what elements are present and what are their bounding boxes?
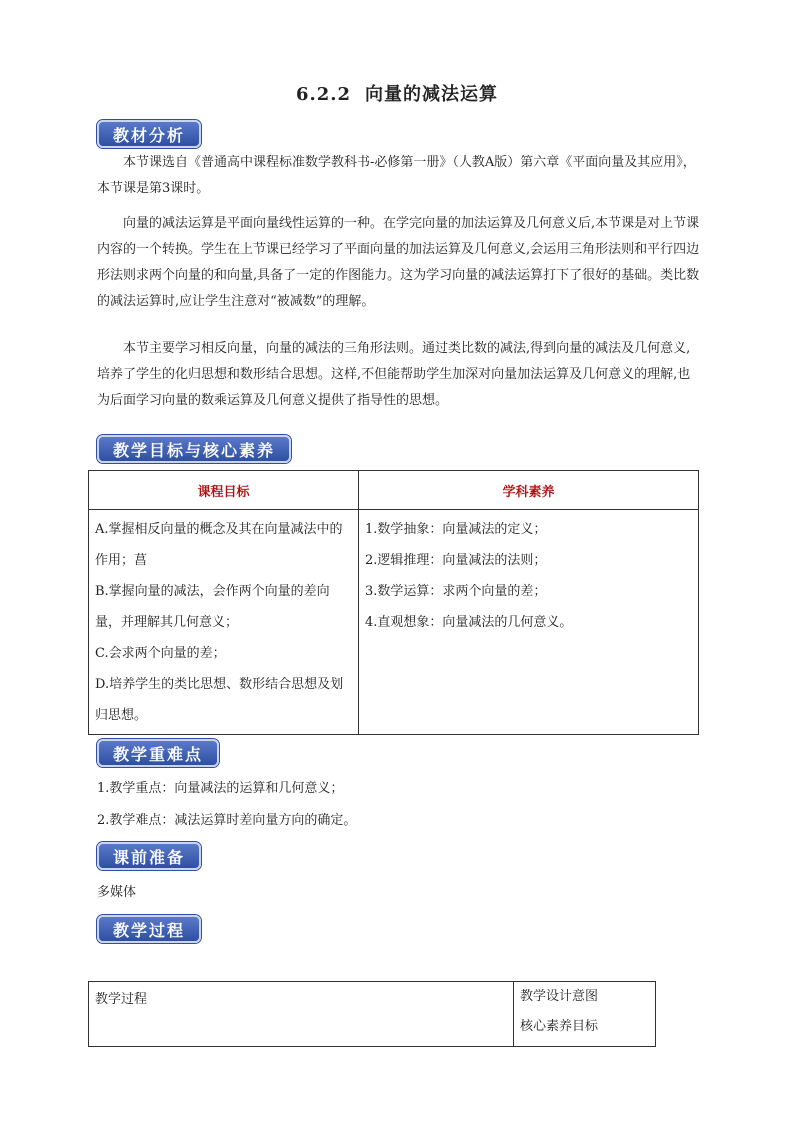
section-badge-keypoints: 教学重难点: [97, 739, 219, 767]
section-badge-analysis: 教材分析: [97, 120, 201, 148]
section-badge-goals: 教学目标与核心素养: [97, 435, 291, 463]
literacy-item-3: 3.数学运算：求两个向量的差；: [365, 584, 547, 599]
design-intent-cell: [514, 982, 656, 1047]
literacy-item-4: 4.直观想象：向量减法的几何意义。: [365, 615, 573, 630]
analysis-paragraph-2: 向量的减法运算是平面向量线性运算的一种。在学完向量的加法运算及几何意义后,本节课是对上节课内容的一个转换。学生在上节课已经学习了平面向量的加法运算及几何意义,会运用三角形法则和平行四边形法则求两个向量的和向量,具备了一定的作图能力。这为学习向量的减法运算打下了很好的基础。类比数的减法运算时,应让学生注意对“被减数”的理解。: [97, 216, 700, 309]
goals-header-literacy: 学科素养: [359, 471, 699, 510]
prep-text: 多媒体: [97, 885, 137, 900]
analysis-paragraph-1: 本节课选自《普通高中课程标准数学教科书-必修第一册》（人教A版）第六章《平面向量及其应用》，本节课是第3课时。: [97, 155, 696, 196]
process-table: [88, 981, 656, 1047]
course-goals-cell: [89, 510, 359, 735]
section-badge-process: 教学过程: [97, 915, 201, 943]
design-intent-label: 教学设计意图: [520, 989, 599, 1004]
lesson-title: [0, 80, 794, 106]
lesson-name: 向量的减法运算: [365, 84, 499, 105]
literacy-item-2: 2.逻辑推理：向量减法的法则；: [365, 553, 547, 568]
key-point: 1.教学重点：向量减法的运算和几何意义；: [97, 781, 344, 796]
section-badge-prep: 课前准备: [97, 842, 201, 870]
process-header: 教学过程: [89, 982, 514, 1047]
core-literacy-label: 核心素养目标: [520, 1019, 599, 1034]
literacy-item-1: 1.数学抽象：向量减法的定义；: [365, 522, 547, 537]
difficult-point: 2.教学难点：减法运算时差向量方向的确定。: [97, 813, 357, 828]
analysis-paragraph-3: 本节主要学习相反向量，向量的减法的三角形法则。通过类比数的减法,得到向量的减法及几何意义,培养了学生的化归思想和数形结合思想。这样,不但能帮助学生加深对向量加法运算及几何意义的理解,也为后面学习向量的数乘运算及几何意义提供了指导性的思想。: [97, 341, 691, 408]
lesson-number: 6.2.2: [295, 84, 352, 105]
course-goal-d: D.培养学生的类比思想、数形结合思想及划归思想。: [95, 677, 344, 723]
course-goal-b: B.掌握向量的减法，会作两个向量的差向量，并理解其几何意义；: [95, 584, 330, 630]
course-goal-a: A.掌握相反向量的概念及其在向量减法中的作用；菖: [95, 522, 343, 568]
goals-table: [88, 470, 699, 735]
course-goal-c: C.会求两个向量的差；: [95, 646, 226, 661]
goals-header-course: 课程目标: [89, 471, 359, 510]
literacy-cell: [359, 510, 699, 735]
